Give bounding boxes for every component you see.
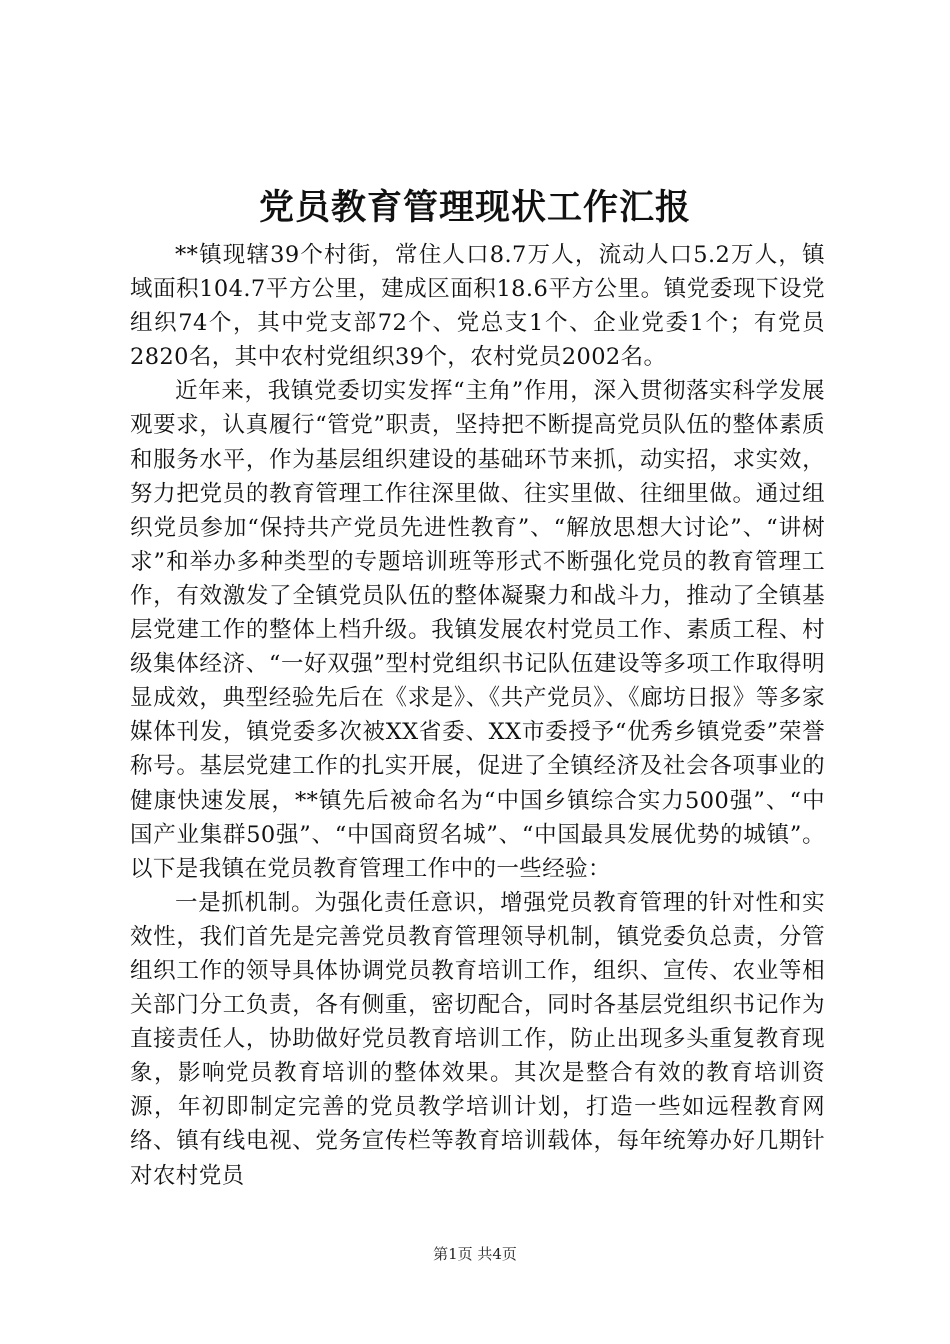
paragraph-achievements: 近年来，我镇党委切实发挥“主角”作用，深入贯彻落实科学发展观要求，认真履行“管党”职责，坚持把不断提高党员队伍的整体素质和服务水平，作为基层组织建设的基础环节来抓，动实招，求实效，努力把党员的教育管理工作往深里做、往实里做、往细里做。通过组织党员参加“保持共产党员先进性教育”、“解放思想大讨论”、“讲树求”和举办多种类型的专题培训班等形式不断强化党员的教育管理工作，有效激发了全镇党员队伍的整体凝聚力和战斗力，推动了全镇基层党建工作的整体上档升级。我镇发展农村党员工作、素质工程、村级集体经济、“一好双强”型村党组织书记队伍建设等多项工作取得明显成效，典型经验先后在《求是》、《共产党员》、《廊坊日报》等多家媒体刊发，镇党委多次被XX省委、XX市委授予“优秀乡镇党委”荣誉称号。基层党建工作的扎实开展，促进了全镇经济及社会各项事业的健康快速发展，**镇先后被命名为“中国乡镇综合实力500强”、“中国产业集群50强”、“中国商贸名城”、“中国最具发展优势的城镇”。以下是我镇在党员教育管理工作中的一些经验： [130, 378, 825, 882]
page-title: 党员教育管理现状工作汇报 [258, 188, 691, 228]
paragraph-mechanism: 一是抓机制。为强化责任意识，增强党员教育管理的针对性和实效性，我们首先是完善党员教育管理领导机制，镇党委负总责，分管组织工作的领导具体协调党员教育培训工作，组织、宣传、农业等相关部门分工负责，各有侧重，密切配合，同时各基层党组织书记作为直接责任人，协助做好党员教育培训工作，防止出现多头重复教育现象，影响党员教育培训的整体效果。其次是整合有效的教育培训资源，年初即制定完善的党员教学培训计划，打造一些如远程教育网络、镇有线电视、党务宣传栏等教育培训载体，每年统筹办好几期针对农村党员 [130, 889, 825, 1189]
page-number-footer: 第1页 共4页 [433, 1245, 517, 1263]
paragraph-overview: **镇现辖39个村街，常住人口8.7万人，流动人口5.2万人，镇域面积104.7平方公里，建成区面积18.6平方公里。镇党委现下设党组织74个，其中党支部72个、党总支1个、企业党委1个；有党员2820名，其中农村党组织39个，农村党员2002名。 [130, 242, 825, 371]
document-body [130, 238, 825, 1193]
